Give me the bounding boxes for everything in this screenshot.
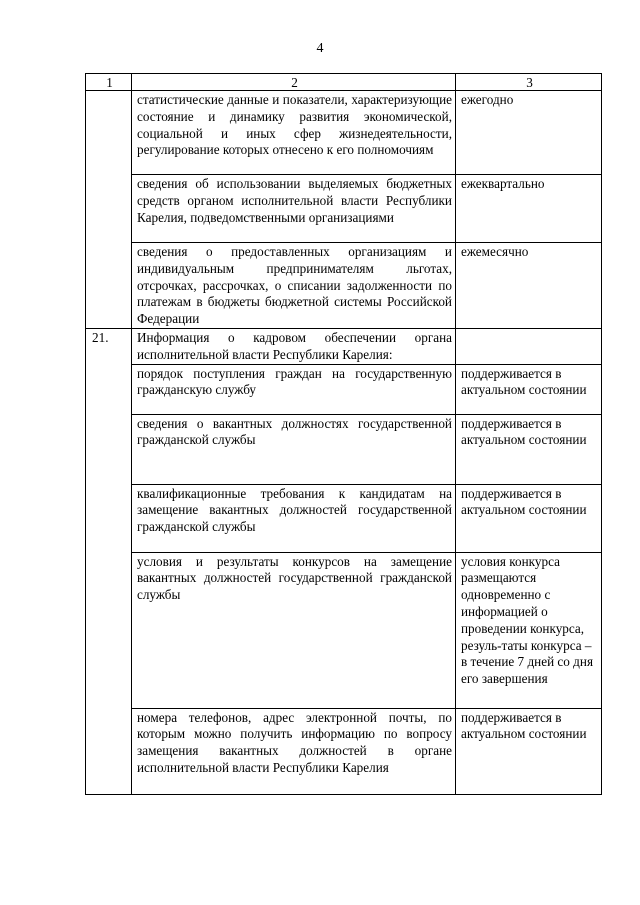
row-period: поддерживается в актуальном состоянии bbox=[456, 484, 602, 552]
row-period: ежегодно bbox=[456, 91, 602, 175]
row-period: поддерживается в актуальном состоянии bbox=[456, 414, 602, 484]
row-number bbox=[86, 364, 132, 414]
page-number: 4 bbox=[316, 41, 324, 56]
row-description: сведения об использовании выделяемых бюджетных средств органом исполнительной власти Республики Карелия, подведомственными организациями bbox=[132, 175, 456, 243]
row-description: сведения о предоставленных организациям и индивидуальным предпринимателям льготах, отсрочках, рассрочках, о списании задолженности по платежам в бюджеты бюджетной системы Российской Федерации bbox=[132, 243, 456, 329]
row-number: 21. bbox=[86, 329, 132, 365]
column-header-1: 1 bbox=[86, 74, 132, 91]
row-period: ежеквартально bbox=[456, 175, 602, 243]
row-number bbox=[86, 708, 132, 794]
row-period: поддерживается в актуальном состоянии bbox=[456, 708, 602, 794]
column-header-2: 2 bbox=[132, 74, 456, 91]
table-row bbox=[86, 708, 602, 794]
row-description: Информация о кадровом обеспечении органа исполнительной власти Республики Карелия: bbox=[132, 329, 456, 365]
table-row bbox=[86, 175, 602, 243]
table-row bbox=[86, 552, 602, 708]
row-description: номера телефонов, адрес электронной почты, по которым можно получить информацию по вопросу замещения вакантных должностей в органе исполнительной власти Республики Карелия bbox=[132, 708, 456, 794]
row-period bbox=[456, 329, 602, 365]
table-row bbox=[86, 243, 602, 329]
table-header-row bbox=[86, 74, 602, 91]
table-row bbox=[86, 91, 602, 175]
table-row bbox=[86, 329, 602, 365]
table-row bbox=[86, 484, 602, 552]
table-row bbox=[86, 414, 602, 484]
row-number bbox=[86, 414, 132, 484]
column-header-3: 3 bbox=[456, 74, 602, 91]
row-description: сведения о вакантных должностях государственной гражданской службы bbox=[132, 414, 456, 484]
row-number bbox=[86, 484, 132, 552]
row-number bbox=[86, 243, 132, 329]
row-period: поддерживается в актуальном состоянии bbox=[456, 364, 602, 414]
table-row bbox=[86, 364, 602, 414]
row-number bbox=[86, 175, 132, 243]
row-number bbox=[86, 91, 132, 175]
row-description: квалификационные требования к кандидатам на замещение вакантных должностей государственной гражданской службы bbox=[132, 484, 456, 552]
row-description: условия и результаты конкурсов на замещение вакантных должностей государственной гражданской службы bbox=[132, 552, 456, 708]
row-description: порядок поступления граждан на государственную гражданскую службу bbox=[132, 364, 456, 414]
row-period: ежемесячно bbox=[456, 243, 602, 329]
information-table bbox=[85, 73, 602, 795]
row-period: условия конкурса размещаются одновременно с информацией о проведении конкурса, резуль-таты конкурса – в течение 7 дней со дня его завершения bbox=[456, 552, 602, 708]
row-number bbox=[86, 552, 132, 708]
row-description: статистические данные и показатели, характеризующие состояние и динамику развития экономической, социальной и иных сфер жизнедеятельности, регулирование которых отнесено к его полномочиям bbox=[132, 91, 456, 175]
